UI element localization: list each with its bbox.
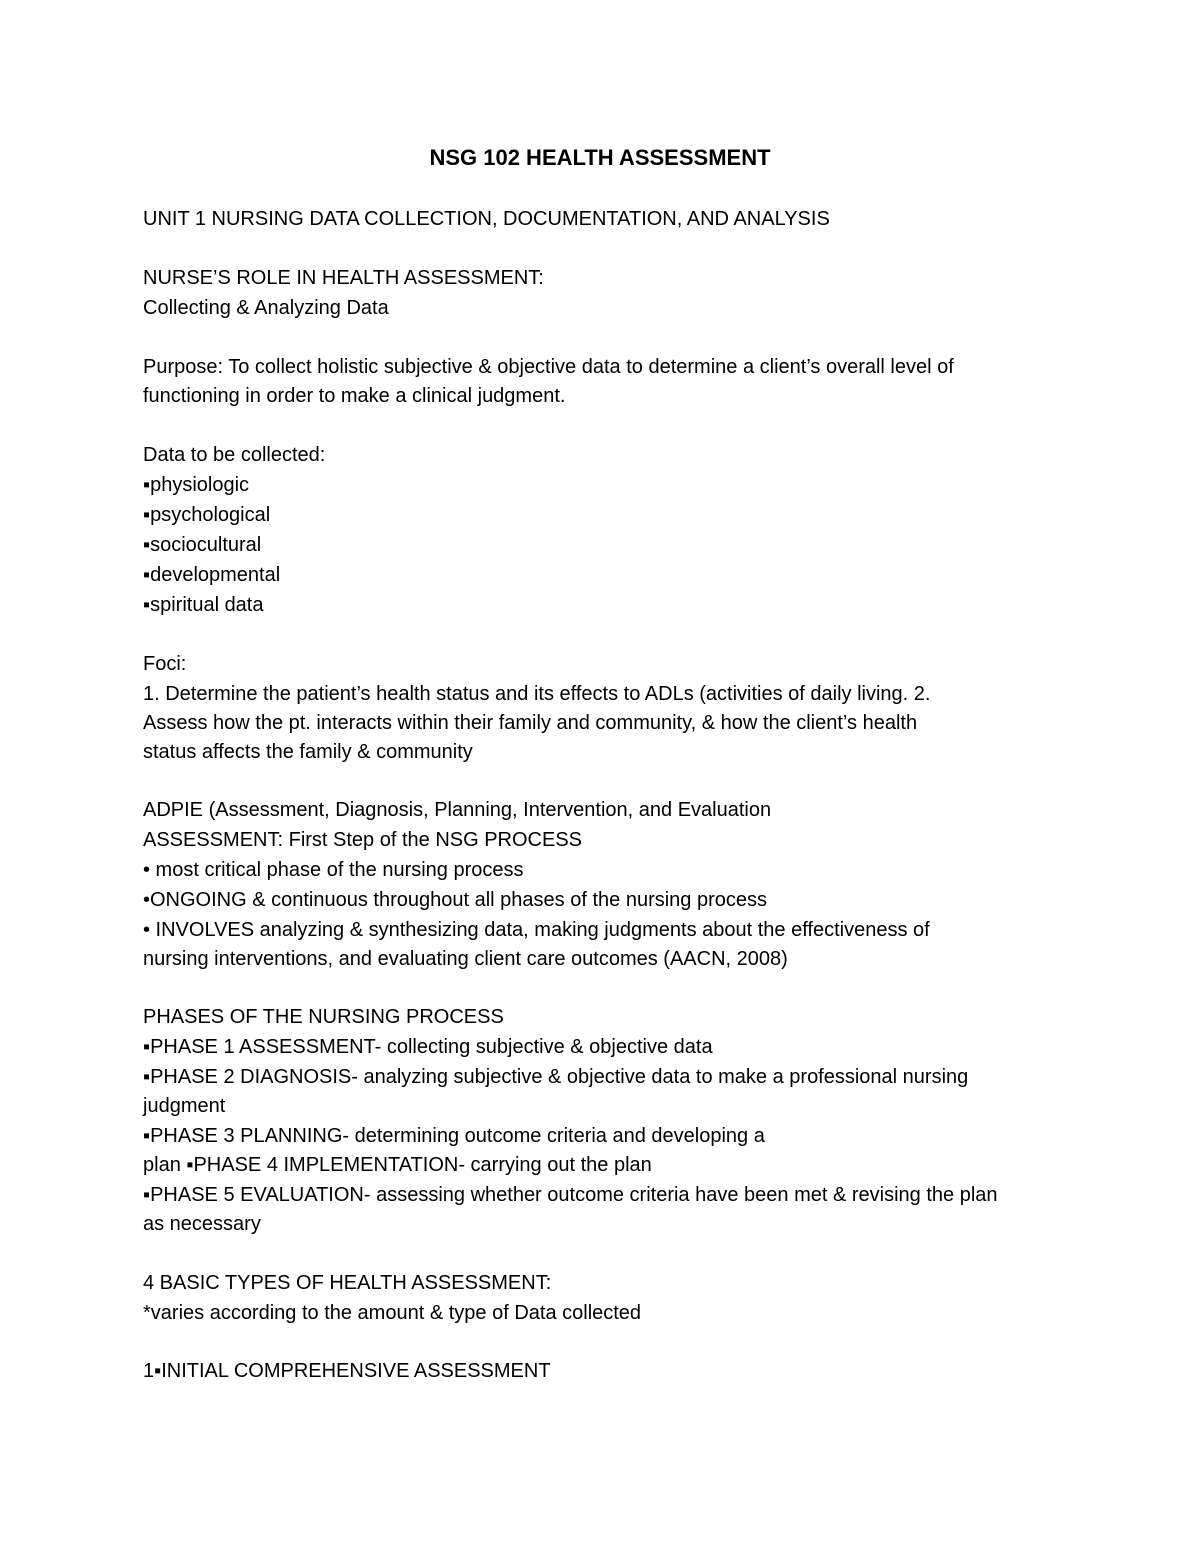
assessment-bullet: • most critical phase of the nursing process bbox=[143, 859, 524, 881]
assessment-bullet: • INVOLVES analyzing & synthesizing data, making judgments about the effectiveness of bbox=[143, 919, 930, 941]
data-collected-item: ▪physiologic bbox=[143, 474, 250, 496]
phases-heading: PHASES OF THE NURSING PROCESS bbox=[143, 1006, 504, 1028]
data-collected-item: ▪psychological bbox=[143, 504, 271, 526]
purpose-line: Purpose: To collect holistic subjective & objective data to determine a client’s overall level of bbox=[143, 356, 954, 378]
nurse-role-subheading: Collecting & Analyzing Data bbox=[143, 297, 389, 319]
purpose-line: functioning in order to make a clinical judgment. bbox=[143, 385, 566, 407]
phase-line: ▪PHASE 2 DIAGNOSIS- analyzing subjective & objective data to make a professional nursing bbox=[143, 1066, 969, 1088]
data-collected-item: ▪sociocultural bbox=[143, 534, 262, 556]
assessment-heading: ASSESSMENT: First Step of the NSG PROCESS bbox=[143, 829, 583, 851]
phase-line: ▪PHASE 5 EVALUATION- assessing whether outcome criteria have been met & revising the plan bbox=[143, 1184, 998, 1206]
unit-heading: UNIT 1 NURSING DATA COLLECTION, DOCUMENTATION, AND ANALYSIS bbox=[143, 208, 830, 230]
phase-line: ▪PHASE 1 ASSESSMENT- collecting subjective & objective data bbox=[143, 1036, 713, 1058]
phase-line: judgment bbox=[143, 1095, 226, 1117]
types-first-item: 1▪INITIAL COMPREHENSIVE ASSESSMENT bbox=[143, 1360, 551, 1382]
foci-line: Assess how the pt. interacts within their family and community, & how the client’s health bbox=[143, 712, 918, 734]
assessment-bullet: •ONGOING & continuous throughout all phases of the nursing process bbox=[143, 889, 768, 911]
foci-line: 1. Determine the patient’s health status and its effects to ADLs (activities of daily living. 2. bbox=[143, 683, 931, 705]
data-collected-item: ▪developmental bbox=[143, 564, 281, 586]
document-title: NSG 102 HEALTH ASSESSMENT bbox=[429, 145, 771, 170]
foci-line: status affects the family & community bbox=[143, 741, 473, 763]
phase-line: as necessary bbox=[143, 1213, 261, 1235]
adpie-line: ADPIE (Assessment, Diagnosis, Planning, Intervention, and Evaluation bbox=[143, 799, 772, 821]
types-heading: 4 BASIC TYPES OF HEALTH ASSESSMENT: bbox=[143, 1272, 552, 1294]
phase-line: ▪PHASE 3 PLANNING- determining outcome criteria and developing a bbox=[143, 1125, 765, 1147]
nurse-role-heading: NURSE’S ROLE IN HEALTH ASSESSMENT: bbox=[143, 267, 544, 289]
data-collected-heading: Data to be collected: bbox=[143, 444, 326, 466]
types-note: *varies according to the amount & type of Data collected bbox=[143, 1302, 642, 1324]
assessment-bullet: nursing interventions, and evaluating client care outcomes (AACN, 2008) bbox=[143, 948, 788, 970]
phase-line: plan ▪PHASE 4 IMPLEMENTATION- carrying out the plan bbox=[143, 1154, 652, 1176]
foci-heading: Foci: bbox=[143, 653, 187, 675]
data-collected-item: ▪spiritual data bbox=[143, 594, 264, 616]
